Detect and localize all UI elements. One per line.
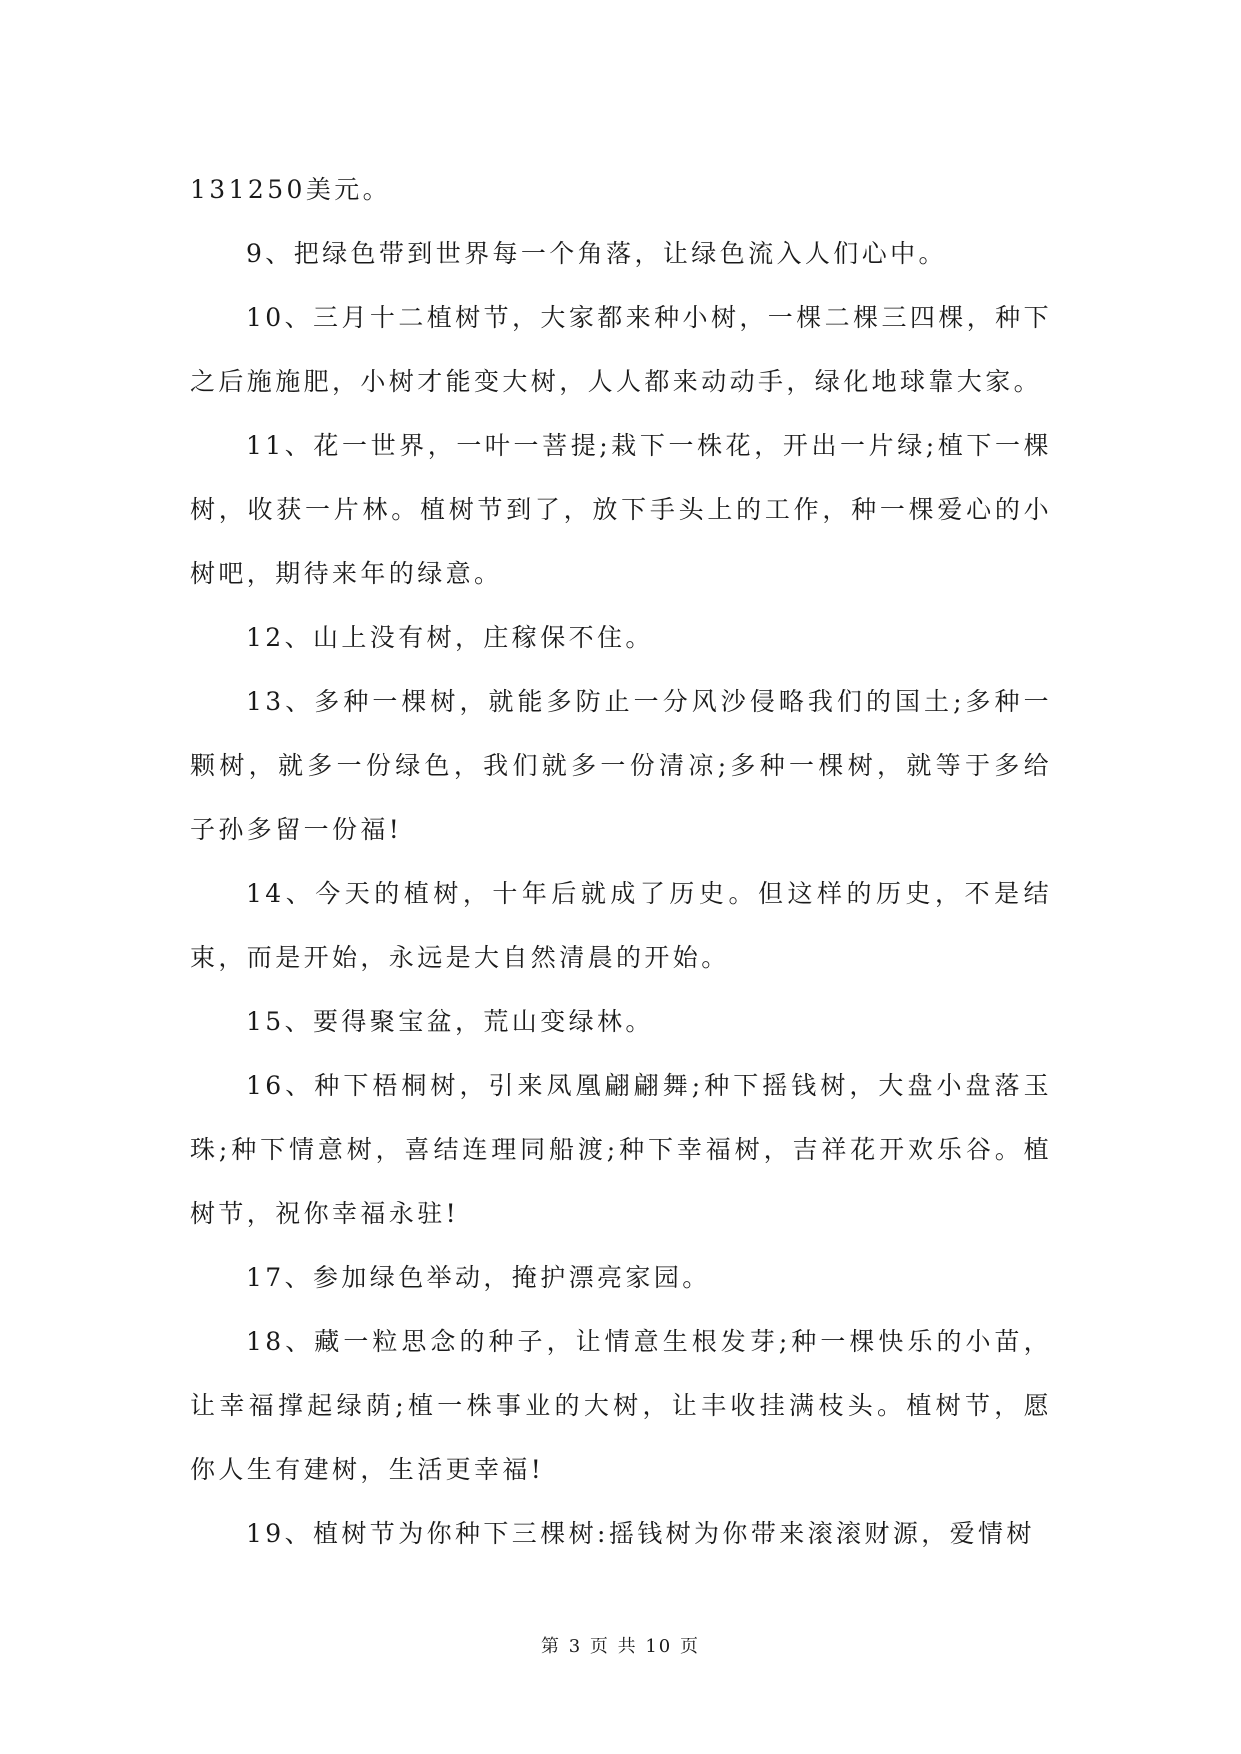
- page-number-footer: 第 3 页 共 10 页: [541, 1636, 700, 1657]
- paragraph-12: 12、山上没有树，庄稼保不住。: [246, 623, 654, 652]
- paragraph-16: 16、种下梧桐树，引来凤凰翩翩舞;种下摇钱树，大盘小盘落玉珠;种下情意树，喜结连理同船渡;种下幸福树，吉祥花开欢乐谷。植树节，祝你幸福永驻!: [190, 1071, 1052, 1228]
- paragraph-11: 11、花一世界，一叶一菩提;栽下一株花，开出一片绿;植下一棵树，收获一片林。植树节到了，放下手头上的工作，种一棵爱心的小树吧，期待来年的绿意。: [190, 431, 1052, 588]
- document-body: [190, 158, 1052, 1566]
- paragraph-19: 19、植树节为你种下三棵树:摇钱树为你带来滚滚财源，爱情树: [246, 1519, 1035, 1548]
- paragraph-17: 17、参加绿色举动，掩护漂亮家园。: [246, 1263, 711, 1292]
- paragraph-18: 18、藏一粒思念的种子，让情意生根发芽;种一棵快乐的小苗，让幸福撑起绿荫;植一株事业的大树，让丰收挂满枝头。植树节，愿你人生有建树，生活更幸福!: [190, 1327, 1052, 1484]
- paragraph-13: 13、多种一棵树，就能多防止一分风沙侵略我们的国土;多种一颗树，就多一份绿色，我们就多一份清凉;多种一棵树，就等于多给子孙多留一份福!: [190, 687, 1052, 844]
- continuation-text: 131250美元。: [190, 175, 392, 204]
- paragraph-9: 9、把绿色带到世界每一个角落，让绿色流入人们心中。: [246, 239, 947, 268]
- paragraph-14: 14、今天的植树，十年后就成了历史。但这样的历史，不是结束，而是开始，永远是大自然清晨的开始。: [190, 879, 1052, 972]
- paragraph-15: 15、要得聚宝盆，荒山变绿林。: [246, 1007, 654, 1036]
- paragraph-10: 10、三月十二植树节，大家都来种小树，一棵二棵三四棵，种下之后施施肥，小树才能变大树，人人都来动动手，绿化地球靠大家。: [190, 303, 1052, 396]
